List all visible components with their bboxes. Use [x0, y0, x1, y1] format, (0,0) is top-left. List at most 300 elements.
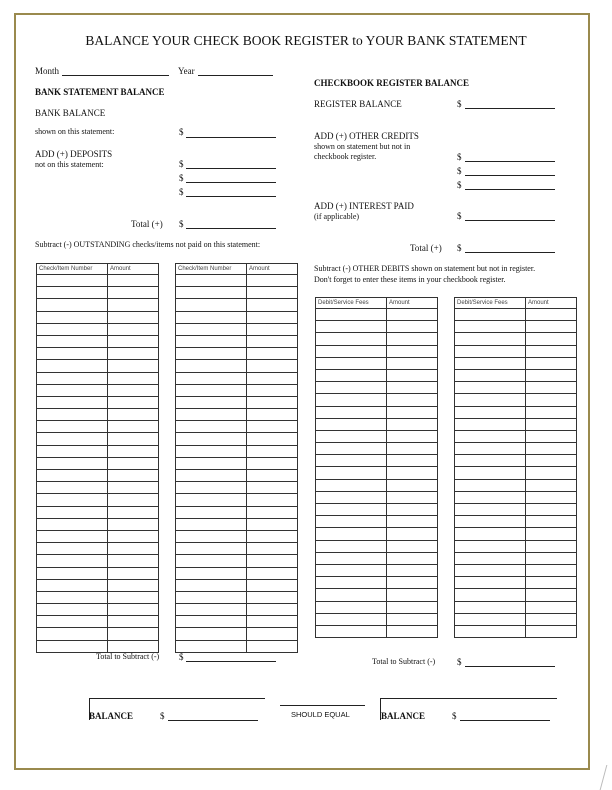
deposit-field-1[interactable] [186, 168, 276, 169]
entry-cell[interactable] [455, 357, 526, 369]
entry-cell[interactable] [176, 567, 247, 579]
amount-cell[interactable] [247, 482, 298, 494]
entry-cell[interactable] [37, 360, 108, 372]
entry-cell[interactable] [176, 372, 247, 384]
amount-cell[interactable] [387, 625, 438, 637]
table-row [176, 445, 298, 457]
entry-cell[interactable] [316, 589, 387, 601]
entry-cell[interactable] [37, 555, 108, 567]
entry-cell[interactable] [455, 491, 526, 503]
amount-cell[interactable] [526, 418, 577, 430]
entry-cell[interactable] [176, 457, 247, 469]
amount-cell[interactable] [247, 360, 298, 372]
amount-cell[interactable] [526, 467, 577, 479]
entry-cell[interactable] [37, 311, 108, 323]
table-row [176, 299, 298, 311]
entry-cell[interactable] [176, 494, 247, 506]
entry-cell[interactable] [37, 445, 108, 457]
add-other-credits-label: ADD (+) OTHER CREDITS [314, 131, 419, 141]
amount-cell[interactable] [247, 604, 298, 616]
bank-final-balance-field[interactable] [168, 720, 258, 721]
amount-cell[interactable] [387, 455, 438, 467]
entry-cell[interactable] [176, 530, 247, 542]
amount-cell[interactable] [387, 394, 438, 406]
amount-cell[interactable] [387, 382, 438, 394]
amount-cell[interactable] [526, 406, 577, 418]
amount-cell[interactable] [387, 479, 438, 491]
credits-note-1: shown on statement but not in [314, 142, 411, 151]
entry-cell[interactable] [455, 333, 526, 345]
amount-cell[interactable] [387, 601, 438, 613]
entry-cell[interactable] [316, 491, 387, 503]
amount-cell[interactable] [526, 443, 577, 455]
table-row [316, 564, 438, 576]
register-balance-label: REGISTER BALANCE [314, 99, 402, 109]
entry-cell[interactable] [316, 333, 387, 345]
amount-cell[interactable] [108, 409, 159, 421]
amount-cell[interactable] [526, 309, 577, 321]
amount-cell[interactable] [526, 577, 577, 589]
entry-cell[interactable] [37, 348, 108, 360]
entry-cell[interactable] [455, 479, 526, 491]
entry-cell[interactable] [37, 506, 108, 518]
entry-cell[interactable] [316, 382, 387, 394]
entry-cell[interactable] [176, 470, 247, 482]
entry-cell[interactable] [176, 335, 247, 347]
amount-cell[interactable] [387, 309, 438, 321]
entry-cell[interactable] [176, 348, 247, 360]
amount-cell[interactable] [108, 311, 159, 323]
dollar-sign: $ [457, 166, 462, 176]
table-row [455, 491, 577, 503]
entry-cell[interactable] [455, 382, 526, 394]
left-total-subtract-field[interactable] [186, 661, 276, 662]
entry-cell[interactable] [37, 421, 108, 433]
entry-cell[interactable] [37, 579, 108, 591]
entry-cell[interactable] [455, 625, 526, 637]
amount-cell[interactable] [247, 311, 298, 323]
table-row [176, 433, 298, 445]
entry-cell[interactable] [176, 384, 247, 396]
amount-cell[interactable] [108, 384, 159, 396]
table-row [37, 530, 159, 542]
amount-cell[interactable] [387, 418, 438, 430]
entry-cell[interactable] [176, 323, 247, 335]
add-interest-label: ADD (+) INTEREST PAID [314, 201, 414, 211]
amount-cell[interactable] [247, 470, 298, 482]
entry-cell[interactable] [316, 479, 387, 491]
amount-cell[interactable] [247, 506, 298, 518]
entry-cell[interactable] [316, 406, 387, 418]
entry-cell[interactable] [37, 384, 108, 396]
amount-cell[interactable] [108, 482, 159, 494]
table-row [176, 555, 298, 567]
amount-cell[interactable] [108, 396, 159, 408]
amount-cell[interactable] [108, 530, 159, 542]
dollar-sign: $ [457, 152, 462, 162]
amount-cell[interactable] [387, 369, 438, 381]
deposit-field-3[interactable] [186, 196, 276, 197]
amount-cell[interactable] [108, 372, 159, 384]
entry-cell[interactable] [455, 430, 526, 442]
entry-cell[interactable] [37, 628, 108, 640]
amount-cell[interactable] [387, 333, 438, 345]
amount-cell[interactable] [108, 604, 159, 616]
entry-cell[interactable] [316, 564, 387, 576]
amount-cell[interactable] [387, 504, 438, 516]
amount-cell[interactable] [387, 577, 438, 589]
entry-cell[interactable] [455, 504, 526, 516]
entry-cell[interactable] [37, 482, 108, 494]
entry-cell[interactable] [316, 613, 387, 625]
table-row [455, 455, 577, 467]
entry-cell[interactable] [316, 577, 387, 589]
entry-cell[interactable] [37, 604, 108, 616]
table-row [316, 577, 438, 589]
dollar-sign: $ [179, 159, 184, 169]
should-equal-label: SHOULD EQUAL [291, 710, 350, 719]
amount-cell[interactable] [387, 491, 438, 503]
entry-cell[interactable] [176, 591, 247, 603]
table-row [37, 299, 159, 311]
entry-cell[interactable] [37, 591, 108, 603]
entry-cell[interactable] [455, 564, 526, 576]
page-curl [600, 765, 612, 790]
amount-cell[interactable] [108, 287, 159, 299]
amount-cell[interactable] [247, 287, 298, 299]
amount-cell[interactable] [247, 335, 298, 347]
entry-cell[interactable] [316, 321, 387, 333]
entry-cell[interactable] [37, 640, 108, 652]
entry-cell[interactable] [176, 299, 247, 311]
entry-cell[interactable] [455, 345, 526, 357]
entry-cell[interactable] [316, 430, 387, 442]
amount-cell[interactable] [387, 467, 438, 479]
amount-cell[interactable] [108, 421, 159, 433]
entry-cell[interactable] [455, 601, 526, 613]
entry-cell[interactable] [455, 321, 526, 333]
amount-cell[interactable] [247, 530, 298, 542]
amount-cell[interactable] [108, 494, 159, 506]
table-row [37, 409, 159, 421]
table-row [316, 552, 438, 564]
entry-cell[interactable] [455, 577, 526, 589]
entry-cell[interactable] [316, 455, 387, 467]
amount-cell[interactable] [247, 555, 298, 567]
amount-cell[interactable] [387, 345, 438, 357]
amount-cell[interactable] [526, 625, 577, 637]
table-row [455, 552, 577, 564]
entry-cell[interactable] [316, 418, 387, 430]
amount-cell[interactable] [247, 323, 298, 335]
amount-cell[interactable] [247, 275, 298, 287]
amount-cell[interactable] [108, 275, 159, 287]
month-field[interactable] [62, 75, 169, 76]
entry-cell[interactable] [176, 433, 247, 445]
amount-cell[interactable] [526, 321, 577, 333]
amount-cell[interactable] [247, 567, 298, 579]
entry-cell[interactable] [455, 467, 526, 479]
amount-cell[interactable] [526, 491, 577, 503]
amount-cell[interactable] [108, 555, 159, 567]
amount-cell[interactable] [247, 628, 298, 640]
table-row [455, 577, 577, 589]
amount-cell[interactable] [108, 628, 159, 640]
amount-cell[interactable] [108, 470, 159, 482]
other-debits-table-2 [454, 297, 577, 638]
debit-fees-header: Debit/Service Fees [316, 298, 387, 309]
register-final-balance-field[interactable] [460, 720, 550, 721]
entry-cell[interactable] [176, 604, 247, 616]
table-row [316, 625, 438, 637]
entry-cell[interactable] [176, 275, 247, 287]
entry-cell[interactable] [316, 467, 387, 479]
left-total-plus-field[interactable] [186, 228, 276, 229]
table-row [176, 323, 298, 335]
table-row [37, 555, 159, 567]
amount-cell[interactable] [526, 504, 577, 516]
table-row [316, 601, 438, 613]
entry-cell[interactable] [37, 287, 108, 299]
dollar-sign: $ [160, 711, 165, 721]
amount-cell[interactable] [387, 528, 438, 540]
entry-cell[interactable] [455, 406, 526, 418]
table-row [455, 601, 577, 613]
entry-cell[interactable] [37, 494, 108, 506]
right-total-plus-field[interactable] [465, 252, 555, 253]
amount-cell[interactable] [108, 299, 159, 311]
entry-cell[interactable] [176, 543, 247, 555]
entry-cell[interactable] [37, 530, 108, 542]
entry-cell[interactable] [455, 516, 526, 528]
entry-cell[interactable] [37, 275, 108, 287]
amount-cell[interactable] [387, 613, 438, 625]
entry-cell[interactable] [37, 470, 108, 482]
entry-cell[interactable] [455, 309, 526, 321]
entry-cell[interactable] [37, 457, 108, 469]
entry-cell[interactable] [316, 345, 387, 357]
entry-cell[interactable] [37, 396, 108, 408]
entry-cell[interactable] [176, 409, 247, 421]
amount-cell[interactable] [108, 335, 159, 347]
amount-cell[interactable] [108, 323, 159, 335]
amount-cell[interactable] [108, 616, 159, 628]
amount-cell[interactable] [247, 457, 298, 469]
amount-cell[interactable] [526, 528, 577, 540]
amount-cell[interactable] [108, 445, 159, 457]
check-number-header: Check/Item Number [37, 264, 108, 275]
amount-cell[interactable] [247, 372, 298, 384]
entry-cell[interactable] [37, 409, 108, 421]
amount-cell[interactable] [387, 564, 438, 576]
amount-cell[interactable] [247, 396, 298, 408]
amount-cell[interactable] [108, 567, 159, 579]
amount-cell[interactable] [247, 640, 298, 652]
entry-cell[interactable] [176, 482, 247, 494]
amount-cell[interactable] [526, 345, 577, 357]
entry-cell[interactable] [37, 335, 108, 347]
amount-cell[interactable] [108, 433, 159, 445]
amount-cell[interactable] [247, 433, 298, 445]
table-row [455, 321, 577, 333]
table-row [37, 604, 159, 616]
entry-cell[interactable] [37, 616, 108, 628]
entry-cell[interactable] [37, 299, 108, 311]
table-row [316, 504, 438, 516]
entry-cell[interactable] [455, 528, 526, 540]
entry-cell[interactable] [455, 613, 526, 625]
entry-cell[interactable] [176, 396, 247, 408]
entry-cell[interactable] [316, 540, 387, 552]
amount-cell[interactable] [526, 333, 577, 345]
amount-cell[interactable] [526, 455, 577, 467]
entry-cell[interactable] [316, 552, 387, 564]
amount-cell[interactable] [247, 591, 298, 603]
amount-cell[interactable] [526, 479, 577, 491]
entry-cell[interactable] [37, 323, 108, 335]
entry-cell[interactable] [176, 287, 247, 299]
table-row [176, 506, 298, 518]
entry-cell[interactable] [176, 506, 247, 518]
amount-cell[interactable] [247, 494, 298, 506]
entry-cell[interactable] [455, 455, 526, 467]
entry-cell[interactable] [176, 311, 247, 323]
entry-cell[interactable] [455, 369, 526, 381]
outstanding-checks-table-1 [36, 263, 159, 653]
amount-cell[interactable] [387, 589, 438, 601]
amount-cell[interactable] [108, 360, 159, 372]
right-total-subtract-field[interactable] [465, 666, 555, 667]
entry-cell[interactable] [455, 552, 526, 564]
entry-cell[interactable] [316, 394, 387, 406]
amount-cell[interactable] [526, 613, 577, 625]
entry-cell[interactable] [37, 372, 108, 384]
interest-field[interactable] [465, 220, 555, 221]
dollar-sign: $ [179, 127, 184, 137]
amount-cell[interactable] [526, 552, 577, 564]
table-row [176, 275, 298, 287]
amount-cell[interactable] [526, 430, 577, 442]
entry-cell[interactable] [37, 567, 108, 579]
entry-cell[interactable] [455, 443, 526, 455]
table-row [176, 348, 298, 360]
amount-cell[interactable] [108, 640, 159, 652]
entry-cell[interactable] [176, 579, 247, 591]
amount-cell[interactable] [108, 591, 159, 603]
entry-cell[interactable] [176, 640, 247, 652]
entry-cell[interactable] [37, 433, 108, 445]
amount-cell[interactable] [387, 406, 438, 418]
amount-cell[interactable] [108, 348, 159, 360]
amount-cell[interactable] [387, 443, 438, 455]
amount-cell[interactable] [387, 321, 438, 333]
entry-cell[interactable] [176, 555, 247, 567]
entry-cell[interactable] [176, 518, 247, 530]
entry-cell[interactable] [176, 616, 247, 628]
amount-cell[interactable] [247, 579, 298, 591]
amount-cell[interactable] [526, 516, 577, 528]
amount-cell[interactable] [526, 601, 577, 613]
entry-cell[interactable] [316, 601, 387, 613]
entry-cell[interactable] [176, 628, 247, 640]
amount-cell[interactable] [247, 421, 298, 433]
amount-cell[interactable] [247, 409, 298, 421]
other-debits-table-1 [315, 297, 438, 638]
entry-cell[interactable] [316, 309, 387, 321]
amount-cell[interactable] [526, 540, 577, 552]
credit-field-2[interactable] [465, 175, 555, 176]
amount-cell[interactable] [247, 616, 298, 628]
amount-cell[interactable] [387, 430, 438, 442]
credit-field-1[interactable] [465, 161, 555, 162]
amount-cell[interactable] [526, 382, 577, 394]
year-field[interactable] [198, 75, 273, 76]
amount-cell[interactable] [108, 579, 159, 591]
entry-cell[interactable] [455, 589, 526, 601]
table-row [37, 372, 159, 384]
entry-cell[interactable] [37, 518, 108, 530]
bank-balance-field[interactable] [186, 137, 276, 138]
amount-cell[interactable] [108, 506, 159, 518]
amount-cell[interactable] [387, 357, 438, 369]
amount-cell[interactable] [247, 543, 298, 555]
amount-cell[interactable] [108, 518, 159, 530]
amount-cell[interactable] [247, 348, 298, 360]
table-row [37, 482, 159, 494]
entry-cell[interactable] [176, 421, 247, 433]
table-row [316, 333, 438, 345]
register-balance-field[interactable] [465, 108, 555, 109]
table-row [37, 421, 159, 433]
entry-cell[interactable] [316, 504, 387, 516]
amount-cell[interactable] [526, 394, 577, 406]
table-row [455, 467, 577, 479]
amount-cell[interactable] [108, 543, 159, 555]
amount-cell[interactable] [526, 357, 577, 369]
amount-cell[interactable] [247, 299, 298, 311]
entry-cell[interactable] [176, 360, 247, 372]
entry-cell[interactable] [455, 540, 526, 552]
entry-cell[interactable] [316, 516, 387, 528]
entry-cell[interactable] [316, 443, 387, 455]
entry-cell[interactable] [37, 543, 108, 555]
table-row [37, 384, 159, 396]
amount-cell[interactable] [247, 518, 298, 530]
amount-cell[interactable] [108, 457, 159, 469]
amount-cell[interactable] [247, 384, 298, 396]
amount-cell[interactable] [247, 445, 298, 457]
deposit-field-2[interactable] [186, 182, 276, 183]
credit-field-3[interactable] [465, 189, 555, 190]
amount-cell[interactable] [526, 564, 577, 576]
amount-cell[interactable] [526, 369, 577, 381]
entry-cell[interactable] [455, 418, 526, 430]
table-row [455, 430, 577, 442]
amount-cell[interactable] [387, 540, 438, 552]
entry-cell[interactable] [316, 528, 387, 540]
amount-cell[interactable] [387, 516, 438, 528]
amount-cell[interactable] [387, 552, 438, 564]
table-row [37, 506, 159, 518]
entry-cell[interactable] [176, 445, 247, 457]
entry-cell[interactable] [455, 394, 526, 406]
entry-cell[interactable] [316, 369, 387, 381]
amount-cell[interactable] [526, 589, 577, 601]
entry-cell[interactable] [316, 357, 387, 369]
table-row [176, 372, 298, 384]
bank-statement-balance-heading: BANK STATEMENT BALANCE [35, 87, 165, 97]
entry-cell[interactable] [316, 625, 387, 637]
